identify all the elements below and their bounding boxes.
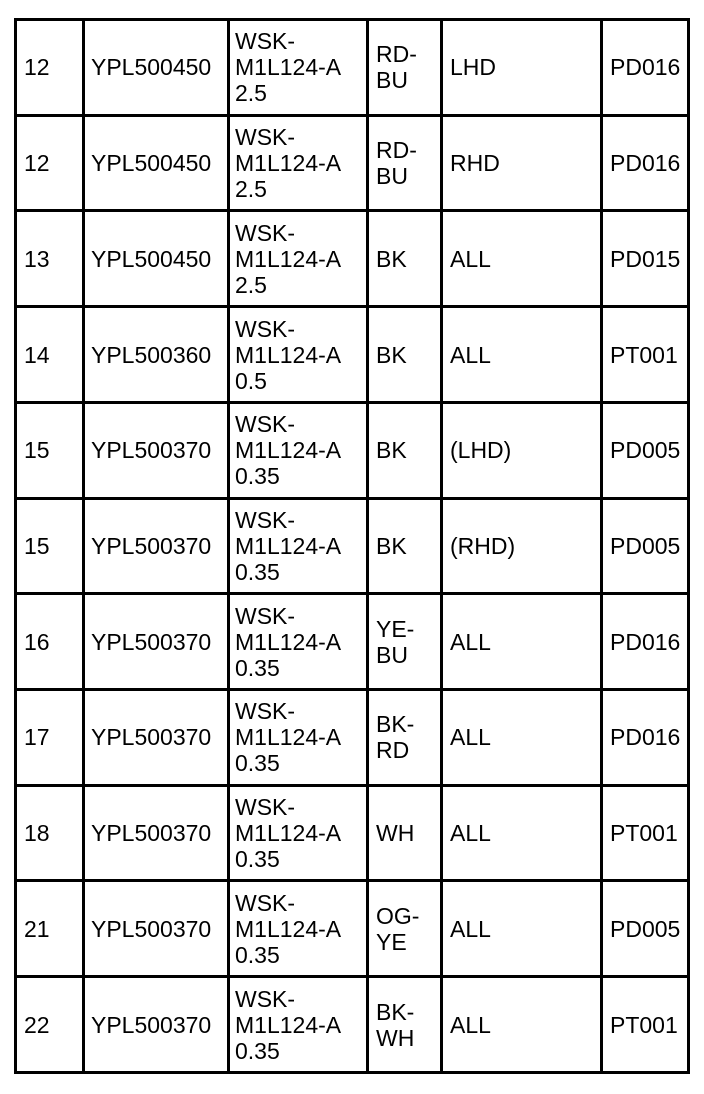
wire-spec-cell-line: WSK- <box>235 315 296 342</box>
wire-spec-cell-line: 0.35 <box>235 463 280 490</box>
item-number-cell: 21 <box>16 881 84 977</box>
wire-color-cell-line: RD- <box>376 41 417 68</box>
item-number-cell: 15 <box>16 402 84 498</box>
item-number-cell: 16 <box>16 594 84 690</box>
wire-color-cell <box>368 498 442 594</box>
wire-spec-cell-line: WSK- <box>235 602 296 629</box>
table-row <box>16 594 689 690</box>
wire-spec-cell-line: M1L124-A <box>235 628 342 655</box>
wire-spec-cell <box>229 977 368 1073</box>
part-number-cell: YPL500450 <box>84 115 229 211</box>
wire-spec-cell-line: M1L124-A <box>235 245 342 272</box>
wire-color-cell <box>368 594 442 690</box>
wire-spec-cell-line: WSK- <box>235 411 296 438</box>
table-row <box>16 307 689 403</box>
part-number-cell: YPL500370 <box>84 785 229 881</box>
connector-cell: PD016 <box>602 115 689 211</box>
variant-cell: (LHD) <box>442 402 602 498</box>
item-number-cell: 12 <box>16 20 84 116</box>
table-row <box>16 20 689 116</box>
wire-spec-cell <box>229 690 368 786</box>
wire-color-cell-line: RD <box>376 737 410 764</box>
wire-spec-cell-line: WSK- <box>235 219 296 246</box>
wire-color-cell <box>368 690 442 786</box>
connector-cell: PD015 <box>602 211 689 307</box>
wire-spec-cell <box>229 594 368 690</box>
wire-spec-cell <box>229 785 368 881</box>
connector-cell: PT001 <box>602 785 689 881</box>
wire-color-cell <box>368 20 442 116</box>
part-number-cell: YPL500370 <box>84 402 229 498</box>
wire-color-cell-line: RD- <box>376 137 417 164</box>
wire-spec-cell-line: 0.35 <box>235 846 280 873</box>
table-row <box>16 785 689 881</box>
wire-spec-cell-line: 0.5 <box>235 367 267 394</box>
part-number-cell: YPL500450 <box>84 211 229 307</box>
part-number-cell: YPL500370 <box>84 594 229 690</box>
wire-spec-cell-line: WSK- <box>235 506 296 533</box>
variant-cell: RHD <box>442 115 602 211</box>
item-number-cell: 18 <box>16 785 84 881</box>
wire-spec-cell-line: WSK- <box>235 985 296 1012</box>
wire-spec-cell-line: WSK- <box>235 28 296 55</box>
variant-cell: (RHD) <box>442 498 602 594</box>
wire-spec-cell <box>229 20 368 116</box>
wire-color-cell-line: BK- <box>376 711 415 738</box>
wire-spec-cell-line: 2.5 <box>235 80 267 107</box>
wire-spec-cell <box>229 211 368 307</box>
wire-spec-cell-line: 2.5 <box>235 176 267 203</box>
wire-color-cell-line: BU <box>376 163 408 190</box>
part-number-cell: YPL500370 <box>84 498 229 594</box>
table-row <box>16 402 689 498</box>
wire-spec-cell-line: WSK- <box>235 698 296 725</box>
part-number-cell: YPL500370 <box>84 690 229 786</box>
wire-color-cell-line: YE- <box>376 615 415 642</box>
wire-color-cell <box>368 307 442 403</box>
wire-color-cell <box>368 785 442 881</box>
variant-cell: ALL <box>442 307 602 403</box>
wire-color-cell-line: BK <box>376 437 407 464</box>
connector-cell: PT001 <box>602 977 689 1073</box>
wire-spec-cell <box>229 402 368 498</box>
wire-color-cell <box>368 977 442 1073</box>
wire-color-cell <box>368 211 442 307</box>
variant-cell: ALL <box>442 785 602 881</box>
wire-color-cell-line: BU <box>376 641 408 668</box>
connector-cell: PD005 <box>602 402 689 498</box>
item-number-cell: 17 <box>16 690 84 786</box>
wire-color-cell <box>368 402 442 498</box>
variant-cell: ALL <box>442 211 602 307</box>
wire-spec-cell-line: WSK- <box>235 889 296 916</box>
variant-cell: ALL <box>442 881 602 977</box>
wire-spec-cell-line: 0.35 <box>235 1037 280 1064</box>
variant-cell: ALL <box>442 690 602 786</box>
table-row <box>16 498 689 594</box>
wire-spec-cell-line: 2.5 <box>235 271 267 298</box>
wire-spec-cell-line: M1L124-A <box>235 724 342 751</box>
table-body <box>16 20 689 1073</box>
wire-spec-cell <box>229 498 368 594</box>
wire-spec-cell-line: M1L124-A <box>235 532 342 559</box>
wire-spec-cell-line: 0.35 <box>235 750 280 777</box>
wire-spec-cell <box>229 881 368 977</box>
connector-cell: PT001 <box>602 307 689 403</box>
wire-harness-table <box>14 18 690 1074</box>
item-number-cell: 14 <box>16 307 84 403</box>
wire-spec-cell-line: M1L124-A <box>235 1011 342 1038</box>
wire-color-cell-line: WH <box>376 1024 415 1051</box>
part-number-cell: YPL500370 <box>84 881 229 977</box>
wire-spec-cell <box>229 307 368 403</box>
variant-cell: ALL <box>442 977 602 1073</box>
wire-spec-cell-line: M1L124-A <box>235 820 342 847</box>
variant-cell: ALL <box>442 594 602 690</box>
wire-color-cell-line: WH <box>376 820 415 847</box>
connector-cell: PD016 <box>602 20 689 116</box>
wire-color-cell-line: YE <box>376 928 407 955</box>
connector-cell: PD016 <box>602 594 689 690</box>
wire-spec-cell-line: 0.35 <box>235 558 280 585</box>
table-row <box>16 115 689 211</box>
wire-color-cell <box>368 881 442 977</box>
wire-spec-cell <box>229 115 368 211</box>
wire-spec-cell-line: 0.35 <box>235 941 280 968</box>
item-number-cell: 22 <box>16 977 84 1073</box>
wire-color-cell-line: OG- <box>376 902 420 929</box>
wire-spec-cell-line: WSK- <box>235 794 296 821</box>
table-row <box>16 977 689 1073</box>
wire-spec-cell-line: WSK- <box>235 124 296 151</box>
wire-color-cell-line: BU <box>376 67 408 94</box>
wire-spec-cell-line: M1L124-A <box>235 915 342 942</box>
item-number-cell: 13 <box>16 211 84 307</box>
connector-cell: PD016 <box>602 690 689 786</box>
wire-spec-cell-line: M1L124-A <box>235 150 342 177</box>
part-number-cell: YPL500450 <box>84 20 229 116</box>
wire-color-cell-line: BK <box>376 532 407 559</box>
wire-spec-cell-line: M1L124-A <box>235 54 342 81</box>
part-number-cell: YPL500370 <box>84 977 229 1073</box>
table-row <box>16 881 689 977</box>
wire-spec-cell-line: M1L124-A <box>235 341 342 368</box>
wire-color-cell-line: BK <box>376 341 407 368</box>
wire-color-cell-line: BK <box>376 245 407 272</box>
connector-cell: PD005 <box>602 498 689 594</box>
wire-spec-cell-line: M1L124-A <box>235 437 342 464</box>
item-number-cell: 15 <box>16 498 84 594</box>
part-number-cell: YPL500360 <box>84 307 229 403</box>
item-number-cell: 12 <box>16 115 84 211</box>
wire-color-cell-line: BK- <box>376 998 415 1025</box>
connector-cell: PD005 <box>602 881 689 977</box>
variant-cell: LHD <box>442 20 602 116</box>
wire-color-cell <box>368 115 442 211</box>
wire-spec-cell-line: 0.35 <box>235 654 280 681</box>
table-row <box>16 211 689 307</box>
table-row <box>16 690 689 786</box>
